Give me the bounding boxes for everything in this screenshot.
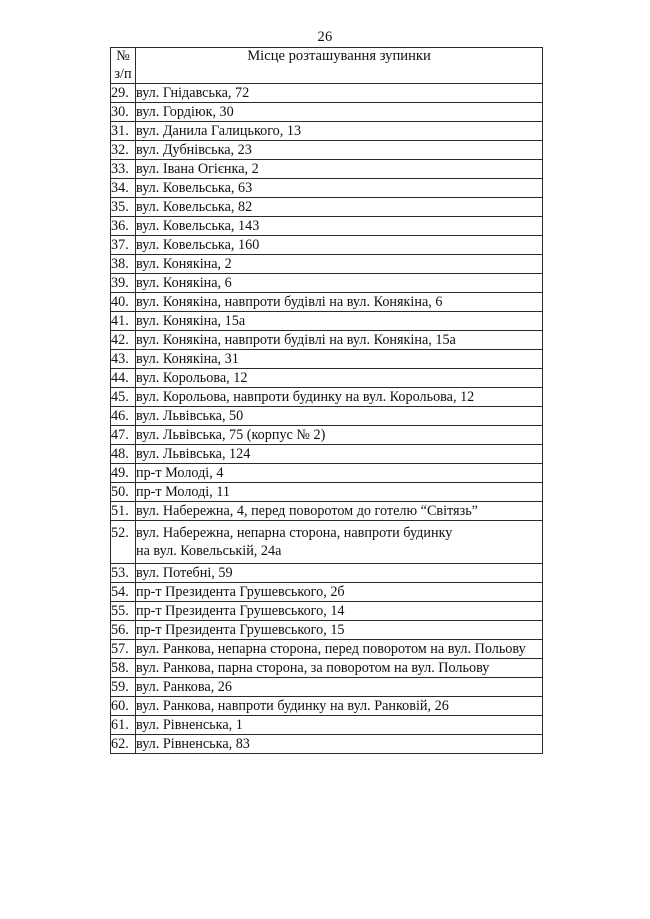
- table-row: [111, 678, 543, 697]
- stop-location-cell: [136, 426, 543, 445]
- table-header: [111, 48, 543, 84]
- column-header-number-line2: з/п: [114, 65, 132, 82]
- stop-location-cell: [136, 621, 543, 640]
- stop-location-cell: [136, 697, 543, 716]
- stop-location-cell: [136, 659, 543, 678]
- row-number-cell: 46.: [111, 407, 136, 426]
- stop-location-line: вул. Ранкова, парна сторона, за поворотом на вул. Польову: [136, 660, 490, 676]
- stop-location-line: пр-т Молоді, 4: [136, 465, 224, 481]
- row-number-cell: 42.: [111, 331, 136, 350]
- stop-location-cell: [136, 179, 543, 198]
- stop-location-line: пр-т Президента Грушевського, 2б: [136, 584, 345, 600]
- page-number: 26: [317, 29, 333, 45]
- row-number-cell: 49.: [111, 464, 136, 483]
- row-number-cell: 43.: [111, 350, 136, 369]
- table-header-row: [111, 48, 543, 84]
- table-row: [111, 217, 543, 236]
- row-number-cell: 52.: [111, 521, 136, 564]
- stop-location-line: вул. Львівська, 50: [136, 408, 244, 424]
- column-header-number-line1: №: [116, 48, 130, 64]
- stop-location-cell: [136, 160, 543, 179]
- table-row: [111, 84, 543, 103]
- row-number-cell: 35.: [111, 198, 136, 217]
- stop-location-cell: [136, 502, 543, 521]
- table-row: [111, 198, 543, 217]
- stops-table: [110, 47, 543, 754]
- stop-location-line: на вул. Ковельській, 24а: [136, 543, 282, 559]
- stop-location-cell: [136, 236, 543, 255]
- table-body: [111, 84, 543, 754]
- row-number-cell: 37.: [111, 236, 136, 255]
- row-number-cell: 50.: [111, 483, 136, 502]
- stop-location-cell: [136, 331, 543, 350]
- row-number-cell: 48.: [111, 445, 136, 464]
- row-number-cell: 62.: [111, 735, 136, 754]
- stop-location-line: вул. Конякіна, 15а: [136, 313, 246, 329]
- table-row: [111, 583, 543, 602]
- stop-location-line: вул. Ранкова, непарна сторона, перед поворотом на вул. Польову: [136, 641, 526, 657]
- stops-table-container: [110, 47, 542, 754]
- row-number-cell: 34.: [111, 179, 136, 198]
- table-row: [111, 602, 543, 621]
- table-row: [111, 735, 543, 754]
- stop-location-line: вул. Ковельська, 63: [136, 180, 253, 196]
- stop-location-cell: [136, 312, 543, 331]
- stop-location-cell: [136, 217, 543, 236]
- stop-location-line: пр-т Президента Грушевського, 14: [136, 603, 345, 619]
- table-row: [111, 103, 543, 122]
- stop-location-line: вул. Конякіна, 2: [136, 256, 232, 272]
- stop-location-line: вул. Львівська, 124: [136, 446, 251, 462]
- table-row: [111, 445, 543, 464]
- table-row: [111, 464, 543, 483]
- table-row: [111, 331, 543, 350]
- stop-location-cell: [136, 350, 543, 369]
- stop-location-cell: [136, 103, 543, 122]
- stop-location-line: вул. Набережна, 4, перед поворотом до готелю “Світязь”: [136, 503, 478, 519]
- stop-location-cell: [136, 274, 543, 293]
- stop-location-line: вул. Івана Огієнка, 2: [136, 161, 259, 177]
- table-row: [111, 407, 543, 426]
- stop-location-line: вул. Ранкова, навпроти будинку на вул. Ранковій, 26: [136, 698, 449, 714]
- stop-location-cell: [136, 483, 543, 502]
- row-number-cell: 56.: [111, 621, 136, 640]
- stop-location-cell: [136, 640, 543, 659]
- stop-location-line: вул. Рівненська, 1: [136, 717, 243, 733]
- table-row: [111, 369, 543, 388]
- row-number-cell: 53.: [111, 564, 136, 583]
- row-number-cell: 31.: [111, 122, 136, 141]
- stop-location-cell: [136, 122, 543, 141]
- table-row: [111, 716, 543, 735]
- table-row: [111, 141, 543, 160]
- stop-location-cell: [136, 388, 543, 407]
- row-number-cell: 51.: [111, 502, 136, 521]
- stop-location-line: вул. Конякіна, 6: [136, 275, 232, 291]
- table-row: [111, 388, 543, 407]
- table-row: [111, 350, 543, 369]
- table-row: [111, 236, 543, 255]
- row-number-cell: 58.: [111, 659, 136, 678]
- stop-location-cell: [136, 255, 543, 274]
- row-number-cell: 59.: [111, 678, 136, 697]
- stop-location-line: вул. Данила Галицького, 13: [136, 123, 302, 139]
- stop-location-line: вул. Корольова, навпроти будинку на вул. Корольова, 12: [136, 389, 475, 405]
- stop-location-cell: [136, 521, 543, 564]
- column-header-number: [111, 48, 136, 84]
- table-row: [111, 521, 543, 564]
- row-number-cell: 55.: [111, 602, 136, 621]
- stop-location-cell: [136, 84, 543, 103]
- stop-location-line: вул. Корольова, 12: [136, 370, 248, 386]
- stop-location-line: вул. Конякіна, навпроти будівлі на вул. Конякіна, 15а: [136, 332, 456, 348]
- row-number-cell: 60.: [111, 697, 136, 716]
- stop-location-line: вул. Ковельська, 82: [136, 199, 253, 215]
- stop-location-cell: [136, 602, 543, 621]
- row-number-cell: 39.: [111, 274, 136, 293]
- table-row: [111, 640, 543, 659]
- stop-location-line: вул. Ковельська, 143: [136, 218, 260, 234]
- table-row: [111, 179, 543, 198]
- row-number-cell: 33.: [111, 160, 136, 179]
- table-row: [111, 426, 543, 445]
- table-row: [111, 483, 543, 502]
- stop-location-cell: [136, 735, 543, 754]
- stop-location-line: пр-т Молоді, 11: [136, 484, 231, 500]
- stop-location-line: пр-т Президента Грушевського, 15: [136, 622, 345, 638]
- table-row: [111, 502, 543, 521]
- stop-location-cell: [136, 564, 543, 583]
- row-number-cell: 61.: [111, 716, 136, 735]
- stop-location-cell: [136, 293, 543, 312]
- row-number-cell: 54.: [111, 583, 136, 602]
- stop-location-cell: [136, 678, 543, 697]
- table-row: [111, 621, 543, 640]
- row-number-cell: 30.: [111, 103, 136, 122]
- table-row: [111, 160, 543, 179]
- table-row: [111, 293, 543, 312]
- table-row: [111, 564, 543, 583]
- table-row: [111, 255, 543, 274]
- stop-location-line: вул. Ранкова, 26: [136, 679, 232, 695]
- row-number-cell: 32.: [111, 141, 136, 160]
- stop-location-cell: [136, 445, 543, 464]
- stop-location-line: вул. Львівська, 75 (корпус № 2): [136, 427, 326, 443]
- stop-location-cell: [136, 198, 543, 217]
- stop-location-cell: [136, 407, 543, 426]
- row-number-cell: 29.: [111, 84, 136, 103]
- table-row: [111, 697, 543, 716]
- stop-location-cell: [136, 464, 543, 483]
- row-number-cell: 57.: [111, 640, 136, 659]
- table-row: [111, 312, 543, 331]
- row-number-cell: 45.: [111, 388, 136, 407]
- stop-location-cell: [136, 369, 543, 388]
- stop-location-line: вул. Дубнівська, 23: [136, 142, 252, 158]
- row-number-cell: 36.: [111, 217, 136, 236]
- table-row: [111, 122, 543, 141]
- table-row: [111, 274, 543, 293]
- stop-location-line: вул. Ковельська, 160: [136, 237, 260, 253]
- stop-location-line: вул. Набережна, непарна сторона, навпроти будинку: [136, 525, 453, 541]
- stop-location-line: вул. Потебні, 59: [136, 565, 233, 581]
- table-row: [111, 659, 543, 678]
- row-number-cell: 41.: [111, 312, 136, 331]
- stop-location-cell: [136, 716, 543, 735]
- row-number-cell: 40.: [111, 293, 136, 312]
- row-number-cell: 44.: [111, 369, 136, 388]
- row-number-cell: 38.: [111, 255, 136, 274]
- column-header-place: Місце розташування зупинки: [136, 48, 543, 84]
- stop-location-cell: [136, 141, 543, 160]
- row-number-cell: 47.: [111, 426, 136, 445]
- stop-location-line: вул. Гордіюк, 30: [136, 104, 234, 120]
- stop-location-line: вул. Конякіна, 31: [136, 351, 239, 367]
- stop-location-line: вул. Рівненська, 83: [136, 736, 250, 752]
- stop-location-line: вул. Гнідавська, 72: [136, 85, 250, 101]
- stop-location-cell: [136, 583, 543, 602]
- stop-location-line: вул. Конякіна, навпроти будівлі на вул. Конякіна, 6: [136, 294, 443, 310]
